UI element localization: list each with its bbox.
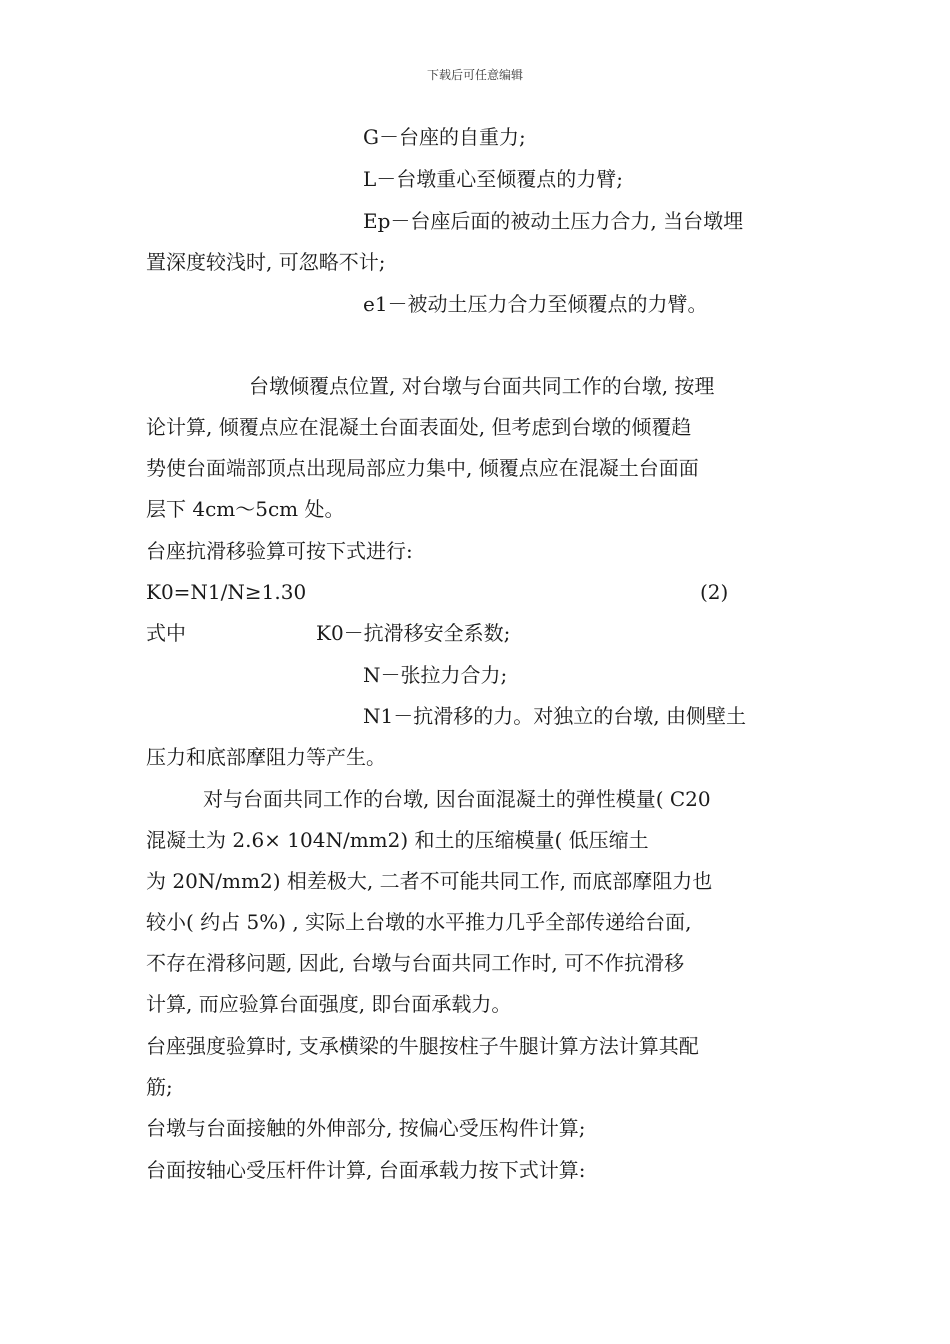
cooperation-paragraph-line-3: 为 20N/mm2) 相差极大, 二者不可能共同工作, 而底部摩阻力也 xyxy=(146,869,713,893)
ep-definition-line-2: 置深度较浅时, 可忽略不计; xyxy=(146,250,386,274)
overturn-paragraph-line-1: 台墩倾覆点位置, 对台墩与台面共同工作的台墩, 按理 xyxy=(249,374,715,398)
axial-compression-note: 台面按轴心受压杆件计算, 台面承载力按下式计算: xyxy=(146,1158,586,1182)
cooperation-paragraph-line-2: 混凝土为 2.6× 104N/mm2) 和土的压缩模量( 低压缩土 xyxy=(146,828,649,852)
n1-definition-line-2: 压力和底部摩阻力等产生。 xyxy=(146,745,386,769)
cooperation-paragraph-line-6: 计算, 而应验算台面强度, 即台面承载力。 xyxy=(146,992,512,1016)
ep-definition-line-1: Ep－台座后面的被动土压力合力, 当台墩埋 xyxy=(363,209,744,233)
g-definition: G－台座的自重力; xyxy=(363,125,526,149)
cooperation-paragraph-line-5: 不存在滑移问题, 因此, 台墩与台面共同工作时, 可不作抗滑移 xyxy=(146,951,685,975)
strength-check-line-1: 台座强度验算时, 支承横梁的牛腿按柱子牛腿计算方法计算其配 xyxy=(146,1034,699,1058)
formula-number: (2) xyxy=(700,580,729,604)
overturn-paragraph-line-3: 势使台面端部顶点出现局部应力集中, 倾覆点应在混凝土台面面 xyxy=(146,456,699,480)
cooperation-paragraph-line-4: 较小( 约占 5%) , 实际上台墩的水平推力几乎全部传递给台面, xyxy=(146,910,692,934)
l-definition: L－台墩重心至倾覆点的力臂; xyxy=(363,167,624,191)
page-header: 下载后可任意编辑 xyxy=(426,68,523,82)
strength-check-line-2: 筋; xyxy=(146,1075,173,1099)
n1-definition-line-1: N1－抗滑移的力。对独立的台墩, 由侧壁土 xyxy=(363,704,746,728)
k0-definition: K0－抗滑移安全系数; xyxy=(316,621,511,645)
where-label: 式中 xyxy=(146,621,186,645)
slide-formula: K0=N1/N≥1.30 xyxy=(146,580,307,604)
slide-check-intro: 台座抗滑移验算可按下式进行: xyxy=(146,539,413,563)
overturn-paragraph-line-4: 层下 4cm～5cm 处。 xyxy=(146,497,345,521)
e1-definition: e1－被动土压力合力至倾覆点的力臂。 xyxy=(363,292,708,316)
cooperation-paragraph-line-1: 对与台面共同工作的台墩, 因台面混凝土的弹性模量( C20 xyxy=(203,787,711,811)
n-definition: N－张拉力合力; xyxy=(363,663,508,687)
overturn-paragraph-line-2: 论计算, 倾覆点应在混凝土台面表面处, 但考虑到台墩的倾覆趋 xyxy=(146,415,692,439)
eccentric-compression-note: 台墩与台面接触的外伸部分, 按偏心受压构件计算; xyxy=(146,1116,586,1140)
